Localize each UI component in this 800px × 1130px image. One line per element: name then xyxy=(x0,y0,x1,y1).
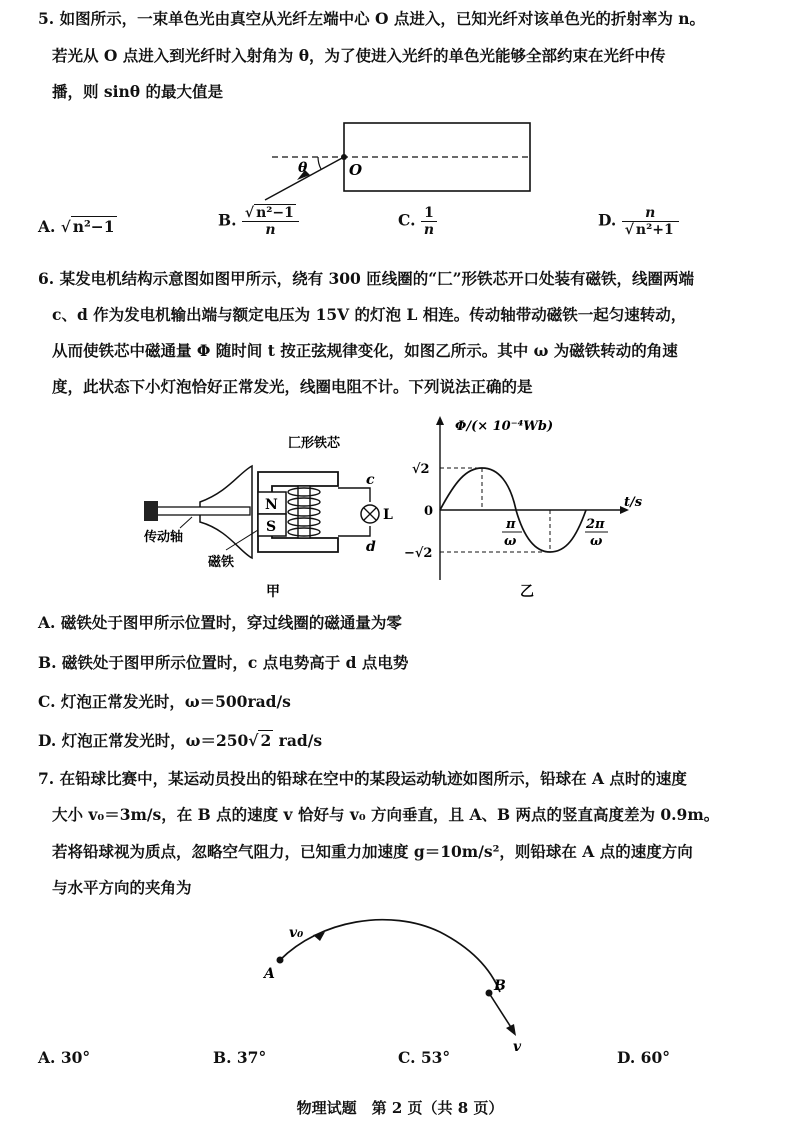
q5-option-d-fraction xyxy=(622,205,679,238)
q5-option-d[interactable] xyxy=(598,205,679,238)
q5-fiber-figure xyxy=(0,0,800,210)
q5-text-line3: 播，则 sinθ 的最大值是 xyxy=(52,82,224,101)
q5-option-a-radicand: n²−1 xyxy=(72,217,115,236)
q6-option-c[interactable]: C. 灯泡正常发光时，ω＝500rad/s xyxy=(38,692,291,711)
sqrt-sign: √ xyxy=(60,218,71,236)
q6-generator-figure xyxy=(140,410,400,600)
point-a-label: A xyxy=(264,966,275,982)
sqrt-sign: √ xyxy=(624,222,634,238)
core-center-bar xyxy=(298,486,310,538)
shaft-label: 传动轴 xyxy=(144,530,184,545)
tick-2pi-den: ω xyxy=(590,534,603,549)
tick-pi-den: ω xyxy=(504,534,517,549)
q5-option-d-denominator: n²+1 xyxy=(635,222,674,238)
q5-option-c-numerator: 1 xyxy=(421,205,437,222)
q6-text-line1: 6. 某发电机结构示意图如图甲所示，绕有 300 匝线圈的“匚”形铁芯开口处装有磁铁，线圈两端 xyxy=(38,269,695,288)
q6-option-d[interactable] xyxy=(38,729,322,751)
q5-option-c-label: C. xyxy=(398,210,416,230)
q5-option-d-label: D. xyxy=(598,210,617,230)
theta-label: θ xyxy=(298,160,308,176)
o-label: O xyxy=(349,161,363,179)
terminal-d-label: d xyxy=(366,539,376,555)
q5-option-c-denominator: n xyxy=(423,222,435,238)
q6-text-line2: c、d 作为发电机输出端与额定电压为 15V 的灯泡 L 相连。传动轴带动磁铁一起匀速转动， xyxy=(52,305,687,324)
figure-b-caption: 乙 xyxy=(520,584,534,600)
q6-text-line3: 从而使铁芯中磁通量 Φ 随时间 t 按正弦规律变化，如图乙所示。其中 ω 为磁铁转动的角速 xyxy=(52,341,678,360)
lamp-label: L xyxy=(383,507,393,523)
point-o xyxy=(341,154,347,160)
q5-text-line1: 5. 如图所示，一束单色光由真空从光纤左端中心 O 点进入，已知光纤对该单色光的折射率为 n。 xyxy=(38,9,706,28)
sqrt-sign: √ xyxy=(244,205,255,221)
lead-c xyxy=(338,488,370,502)
magnet-label: 磁铁 xyxy=(208,555,235,570)
point-b xyxy=(486,990,493,997)
magnet-s-label: S xyxy=(266,519,277,535)
q6-option-d-radicand: 2 xyxy=(260,731,272,750)
q5-option-c-fraction xyxy=(421,205,437,238)
q7-text-line4: 与水平方向的夹角为 xyxy=(52,878,192,897)
q5-option-a-label: A. xyxy=(38,217,56,236)
graph-xlabel: t/s xyxy=(624,495,643,510)
q5-text-line2: 若光从 O 点进入到光纤时入射角为 θ，为了使进入光纤的单色光能够全部约束在光纤中传 xyxy=(52,46,666,65)
tick-2pi-num: 2π xyxy=(586,517,605,532)
core-label: 匚形铁芯 xyxy=(288,436,341,451)
q7-option-b[interactable]: B. 37° xyxy=(213,1048,267,1067)
point-b-label: B xyxy=(494,978,506,994)
q5-option-b-label: B. xyxy=(218,210,237,230)
q7-option-d[interactable]: D. 60° xyxy=(617,1048,671,1067)
tick-ymax: √2 xyxy=(412,462,430,477)
q6-option-b[interactable]: B. 磁铁处于图甲所示位置时，c 点电势高于 d 点电势 xyxy=(38,653,409,672)
magnet-n-label: N xyxy=(265,497,278,513)
page-footer: 物理试题 第 2 页（共 8 页） xyxy=(296,1099,504,1117)
theta-arc xyxy=(318,157,321,169)
q7-text-line1: 7. 在铅球比赛中，某运动员投出的铅球在空中的某段运动轨迹如图所示，铅球在 A 点时的速度 xyxy=(38,769,687,788)
q5-option-d-numerator: n xyxy=(622,205,679,222)
q6-flux-graph xyxy=(400,410,643,600)
q6-option-d-unit: rad/s xyxy=(273,731,323,750)
tick-ymin: −√2 xyxy=(404,546,433,561)
v-label: v xyxy=(513,1039,522,1055)
tick-zero: 0 xyxy=(424,504,434,519)
shaft-end xyxy=(144,501,158,521)
graph-ylabel: Φ/(× 10⁻⁴Wb) xyxy=(455,419,554,434)
q7-option-a[interactable]: A. 30° xyxy=(38,1048,91,1067)
lead-d xyxy=(338,526,370,536)
drive-shaft xyxy=(154,507,250,515)
q5-option-a[interactable] xyxy=(38,217,117,236)
q5-option-b[interactable] xyxy=(218,205,299,238)
q7-text-line2: 大小 v₀＝3m/s，在 B 点的速度 v 恰好与 v₀ 方向垂直，且 A、B 两点的竖直高度差为 0.9m。 xyxy=(52,805,720,824)
sqrt-sign: √ xyxy=(248,731,259,750)
q5-option-b-numerator: n²−1 xyxy=(256,205,294,221)
q6-option-d-text: D. 灯泡正常发光时，ω＝250 xyxy=(38,731,249,750)
point-a xyxy=(277,957,284,964)
q6-option-a[interactable]: A. 磁铁处于图甲所示位置时，穿过线圈的磁通量为零 xyxy=(38,613,402,632)
q7-option-c[interactable]: C. 53° xyxy=(398,1048,451,1067)
q7-trajectory-figure xyxy=(0,910,800,1060)
tick-pi-num: π xyxy=(506,517,516,532)
terminal-c-label: c xyxy=(366,472,375,488)
v0-label: v₀ xyxy=(289,925,304,941)
q5-option-c[interactable] xyxy=(398,205,437,238)
trajectory-curve xyxy=(280,920,500,992)
q6-text-line4: 度，此状态下小灯泡恰好正常发光，线圈电阻不计。下列说法正确的是 xyxy=(52,377,533,396)
q7-text-line3: 若将铅球视为质点，忽略空气阻力，已知重力加速度 g＝10m/s²，则铅球在 A 点的速度方向 xyxy=(52,842,693,861)
q5-option-b-denominator: n xyxy=(265,222,276,238)
q5-option-b-fraction xyxy=(242,205,299,238)
figure-a-caption: 甲 xyxy=(266,584,280,600)
